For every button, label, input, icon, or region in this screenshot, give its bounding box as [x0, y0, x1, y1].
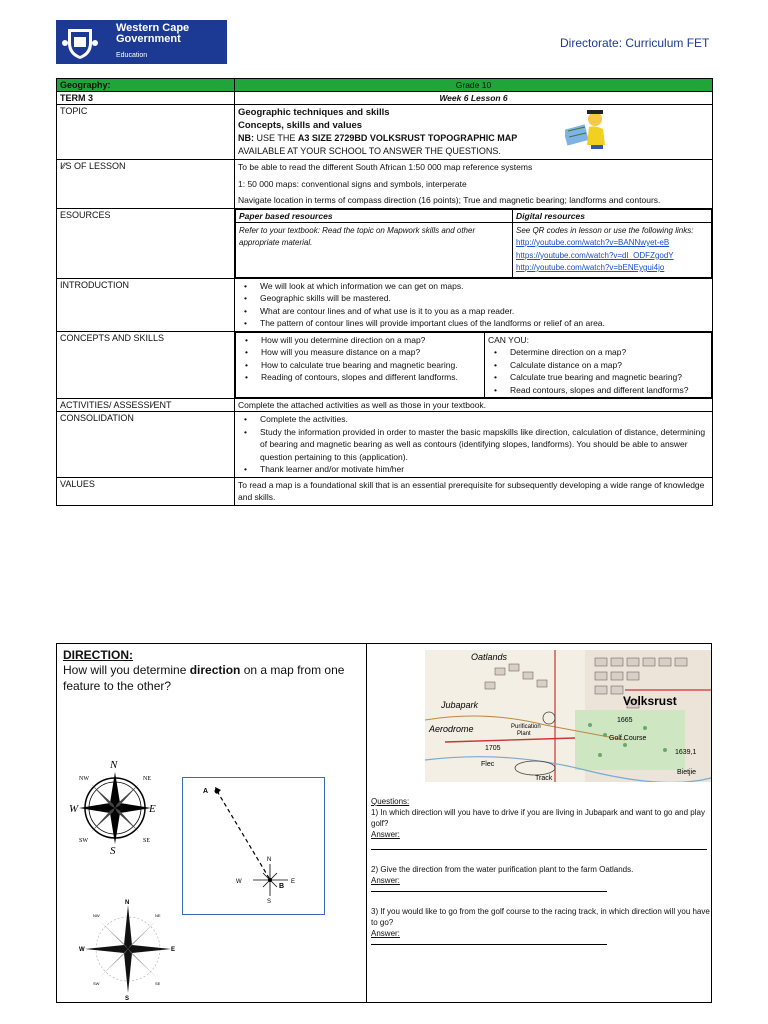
- section-divider: [366, 644, 367, 1002]
- list-item: • Calculate true bearing and magnetic bearing?: [488, 371, 708, 384]
- rose-s: S: [110, 845, 116, 854]
- term-cell: TERM 3: [57, 92, 235, 105]
- rose2-e: E: [171, 947, 176, 953]
- aims-cell: To be able to read the different South African 1:50 000 map reference systems 1: 50 000 maps: conventional signs and symbols, interperate Navigate location in terms of compass direction (16 points); True and magnetic bearing; landforms and contours.: [235, 160, 713, 209]
- question-1: 1) In which direction will you have to drive if you are living in Jubapark and want to go and play golf?: [371, 808, 705, 828]
- student-with-map-icon: [565, 107, 611, 149]
- map-golf: Golf Course: [609, 735, 647, 742]
- direction-question: How will you determine direction on a map from one feature to the other?: [63, 663, 345, 693]
- values-row: [57, 477, 713, 505]
- paper-heading: Paper based resources: [236, 209, 513, 222]
- rose-ne: NE: [143, 776, 151, 782]
- list-item: • Complete the activities.: [238, 413, 709, 426]
- topographic-map-extract: [425, 650, 711, 782]
- list-item: • How will you measure distance on a map?: [239, 346, 481, 359]
- topic-row: [57, 105, 713, 160]
- compass-rose-icon: [69, 758, 161, 854]
- youtube-link-1[interactable]: http://youtube.com/watch?v=BANNwyet-eB: [516, 238, 670, 247]
- map-oatlands: Oatlands: [471, 652, 508, 662]
- rose-sw: SW: [79, 838, 88, 844]
- values-cell: To read a map is a foundational skill that is an essential prerequisite for subsequently developing a wide range of knowledge and skills.: [235, 477, 713, 505]
- wcg-logo: [56, 20, 227, 64]
- rose-se: SE: [143, 838, 151, 844]
- concepts-row: [57, 331, 713, 399]
- rose2-nw: NW: [93, 913, 100, 918]
- resources-label: ESOURCES: [57, 208, 235, 278]
- logo-title: Western Cape Government: [116, 22, 190, 45]
- map-purification: Purification: [511, 724, 541, 730]
- can-you-label: CAN YOU:: [488, 334, 529, 345]
- questions-block: [371, 796, 711, 951]
- point-a: A: [203, 788, 209, 795]
- answer-line-2[interactable]: [371, 886, 607, 892]
- map-bietjie: Bietjie: [677, 769, 697, 776]
- directorate-label: Directorate: Curriculum FET: [560, 36, 710, 50]
- rose2-n: N: [125, 900, 130, 906]
- list-item: • Read contours, slopes and different landforms?: [488, 384, 708, 397]
- question-3: 3) If you would like to go from the golf course to the racing track, in which direction will you have to go?: [371, 907, 710, 927]
- sixteen-point-compass-icon: [79, 897, 177, 1001]
- rose2-sw: SW: [93, 981, 100, 986]
- question-2: 2) Give the direction from the water purification plant to the farm Oatlands.: [371, 865, 634, 874]
- map-jubapark: Jubapark: [441, 700, 479, 710]
- list-item: • Geographic skills will be mastered.: [238, 292, 709, 305]
- answer-line-1[interactable]: [371, 844, 707, 850]
- point-b: B: [279, 883, 285, 890]
- digital-cell: See QR codes in lesson or use the following links: http://youtube.com/watch?v=BANNwyet-eB https://youtube.com/watch?v=dI_ODFZgodY http://youtube.com/watch?v=bENEygui4jo: [513, 222, 712, 277]
- list-item: • The pattern of contour lines will provide important clues of the landforms or relief of an area.: [238, 317, 709, 330]
- youtube-link-3[interactable]: http://youtube.com/watch?v=bENEygui4jo: [516, 263, 665, 272]
- consolidation-row: [57, 412, 713, 478]
- term-row: [57, 92, 713, 105]
- list-item: • What are contour lines and of what use is it to you as a map reader.: [238, 305, 709, 318]
- coat-of-arms-icon: [60, 23, 100, 61]
- diagram-w: W: [236, 879, 242, 885]
- week-cell: Week 6 Lesson 6: [235, 92, 713, 105]
- youtube-link-2[interactable]: https://youtube.com/watch?v=dI_ODFZgodY: [516, 250, 674, 260]
- map-aerodrome: Aerodrome: [429, 724, 474, 734]
- concepts-label: CONCEPTS AND SKILLS: [57, 331, 235, 399]
- paper-text: Refer to your textbook: Read the topic on Mapwork skills and other appropriate material.: [236, 222, 513, 277]
- direction-heading: DIRECTION:: [63, 648, 133, 662]
- list-item: • Thank learner and/or motivate him/her: [238, 463, 709, 476]
- aims-label: I⁄⁄S OF LESSON: [57, 160, 235, 209]
- rose-n: N: [110, 759, 118, 771]
- list-item: • Reading of contours, slopes and different landforms.: [239, 371, 481, 384]
- rose2-se: SE: [155, 981, 161, 986]
- answer-label-2: Answer:: [371, 876, 400, 885]
- rose2-ne: NE: [155, 913, 161, 918]
- topic-label: TOPIC: [57, 105, 235, 160]
- rose2-w: W: [79, 947, 85, 953]
- map-spot-1639: 1639,1: [675, 749, 697, 756]
- direction-diagram: [182, 777, 325, 915]
- intro-cell: [235, 278, 713, 331]
- intro-row: [57, 278, 713, 331]
- diagram-e: E: [291, 879, 296, 885]
- list-item: • We will look at which information we can get on maps.: [238, 280, 709, 293]
- map-spot-1665: 1665: [617, 717, 633, 724]
- topic-line2: Concepts, skills and values: [238, 120, 363, 131]
- rose-e: E: [149, 803, 156, 815]
- activities-label: ACTIVITIES/ ASSESSI⁄ENT: [57, 399, 235, 412]
- map-track: Track: [535, 775, 553, 782]
- values-label: VALUES: [57, 477, 235, 505]
- nb-line: NB: USE THE A3 SIZE 2729BD VOLKSRUST TOPOGRAPHIC MAP: [238, 133, 518, 143]
- subject-cell: Geography:: [57, 79, 235, 92]
- lesson-plan-table: [56, 78, 713, 506]
- answer-line-3[interactable]: [371, 939, 607, 945]
- resources-cell: [235, 208, 713, 278]
- questions-heading: Questions:: [371, 797, 410, 806]
- rose-w: W: [69, 803, 79, 815]
- list-item: • How will you determine direction on a map?: [239, 334, 481, 347]
- consolidation-label: CONSOLIDATION: [57, 412, 235, 478]
- rose-nw: NW: [79, 776, 89, 782]
- digital-heading: Digital resources: [513, 209, 712, 222]
- logo-subtitle: Education: [116, 52, 148, 59]
- rose2-s: S: [125, 996, 130, 1001]
- answer-label-3: Answer:: [371, 929, 400, 938]
- concepts-cell: [235, 331, 713, 399]
- map-spot-1705: 1705: [485, 745, 501, 752]
- map-plant: Plant: [517, 731, 531, 737]
- grade-cell: Grade 10: [235, 79, 713, 92]
- diagram-s: S: [267, 899, 272, 905]
- nb-available: AVAILABLE AT YOUR SCHOOL TO ANSWER THE QUESTIONS.: [238, 146, 501, 156]
- topic-line1: Geographic techniques and skills: [238, 107, 390, 118]
- aims-row: [57, 160, 713, 209]
- resources-row: [57, 208, 713, 278]
- diagram-n: N: [267, 857, 272, 863]
- map-flec: Flec: [481, 761, 495, 768]
- subject-row: [57, 79, 713, 92]
- map-volksrust: Volksrust: [623, 694, 677, 708]
- list-item: • How to calculate true bearing and magnetic bearing.: [239, 359, 481, 372]
- topic-cell: [235, 105, 713, 160]
- intro-label: INTRODUCTION: [57, 278, 235, 331]
- list-item: • Study the information provided in order to master the basic mapskills like direction, calculation of distance, determining of bearing and magnetic bearing as well as contours (identifying slopes, landforms). You should be able to answer question pertaining to this (application).: [238, 426, 709, 464]
- direction-section: [56, 643, 712, 1003]
- consolidation-cell: [235, 412, 713, 478]
- answer-label-1: Answer:: [371, 830, 400, 839]
- list-item: • Calculate distance on a map?: [488, 359, 708, 372]
- activities-cell: Complete the attached activities as well as those in your textbook.: [235, 399, 713, 412]
- activities-row: [57, 399, 713, 412]
- list-item: • Determine direction on a map?: [488, 346, 708, 359]
